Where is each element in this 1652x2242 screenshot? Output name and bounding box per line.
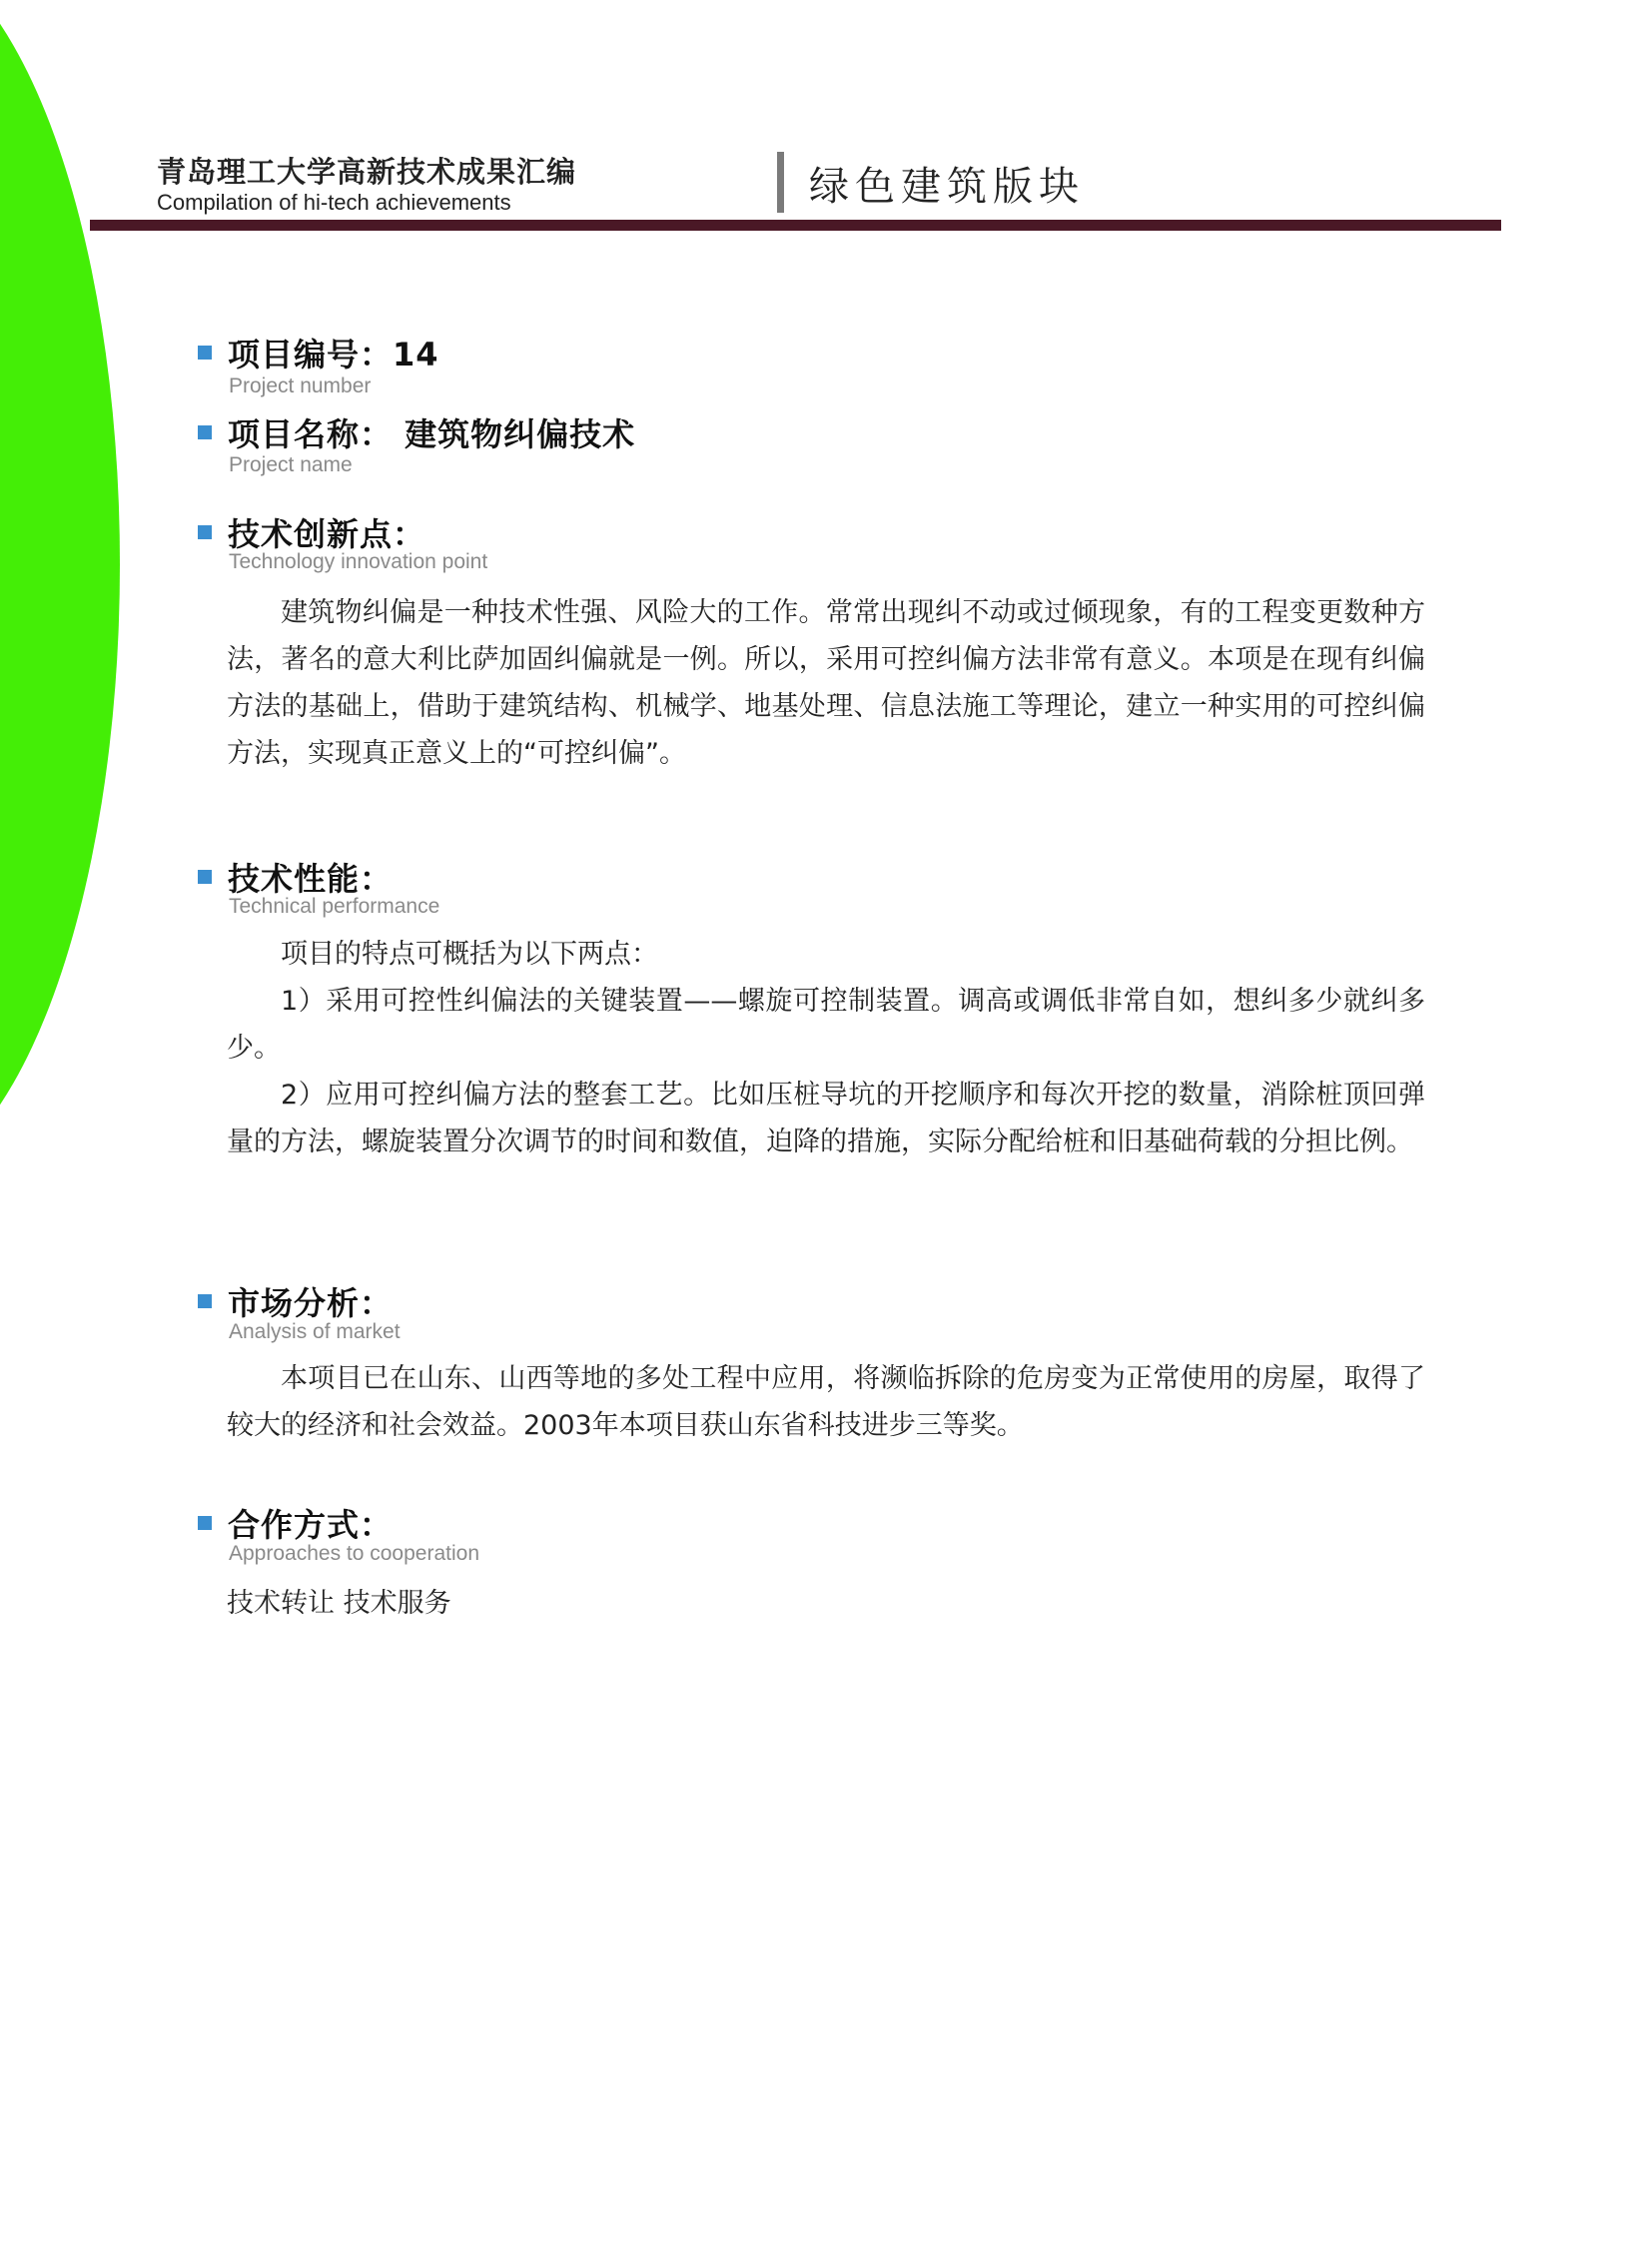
- performance-intro: 项目的特点可概括为以下两点：: [281, 939, 658, 970]
- performance-heading: [198, 854, 393, 900]
- performance-en: Technical performance: [229, 895, 440, 918]
- header-rule: [90, 220, 1501, 231]
- innovation-text: 建筑物纠偏是一种技术性强、风险大的工作。常常出现纠不动或过倾现象，有的工程变更数种方法，著名的意大利比萨加固纠偏就是一例。所以，采用可控纠偏方法非常有意义。本项是在现有纠偏方法的基础上，借助于建筑结构、机械学、地基处理、信息法施工等理论，建立一种实用的可控纠偏方法，实现真正意义上的“可控纠偏”。: [227, 597, 1425, 769]
- bullet-square-icon: [198, 346, 212, 360]
- market-label: 市场分析：: [228, 1284, 394, 1322]
- market-text: 本项目已在山东、山西等地的多处工程中应用，将濒临拆除的危房变为正常使用的房屋，取得了较大的经济和社会效益。2003年本项目获山东省科技进步三等奖。: [227, 1363, 1425, 1441]
- project-name-label: 项目名称： 建筑物纠偏技术: [228, 415, 636, 453]
- project-number-heading: [198, 330, 439, 375]
- header-divider: [777, 152, 784, 213]
- cooperation-en: Approaches to cooperation: [229, 1542, 480, 1565]
- green-decorative-shape: [0, 0, 120, 1188]
- project-number-label: 项目编号：14: [228, 336, 439, 374]
- bullet-square-icon: [198, 1516, 212, 1530]
- performance-point-2: 2）应用可控纠偏方法的整套工艺。比如压桩导坑的开挖顺序和每次开挖的数量，消除桩顶回弹量的方法，螺旋装置分次调节的时间和数值，迫降的措施，实际分配给桩和旧基础荷载的分担比例。: [227, 1080, 1425, 1157]
- cooperation-heading: [198, 1500, 393, 1546]
- bullet-square-icon: [198, 870, 212, 884]
- bullet-square-icon: [198, 525, 212, 539]
- innovation-en: Technology innovation point: [229, 550, 488, 573]
- market-heading: [198, 1278, 393, 1324]
- innovation-label: 技术创新点：: [228, 515, 426, 553]
- project-name-heading: [198, 409, 635, 455]
- performance-point-1: 1）采用可控性纠偏法的关键装置——螺旋可控制装置。调高或调低非常自如，想纠多少就纠多少。: [227, 986, 1425, 1064]
- project-number-en: Project number: [229, 374, 372, 397]
- market-en: Analysis of market: [229, 1320, 401, 1343]
- header-title-cn: 青岛理工大学高新技术成果汇编: [157, 155, 577, 189]
- innovation-heading: [198, 509, 425, 555]
- cooperation-label: 合作方式：: [228, 1506, 394, 1544]
- performance-label: 技术性能：: [228, 860, 394, 898]
- section-title: 绿色建筑版块: [809, 164, 1085, 210]
- bullet-square-icon: [198, 1294, 212, 1308]
- cooperation-text: 技术转让 技术服务: [227, 1588, 451, 1619]
- bullet-square-icon: [198, 425, 212, 439]
- project-name-en: Project name: [229, 453, 353, 476]
- header-title-en: Compilation of hi-tech achievements: [157, 190, 511, 215]
